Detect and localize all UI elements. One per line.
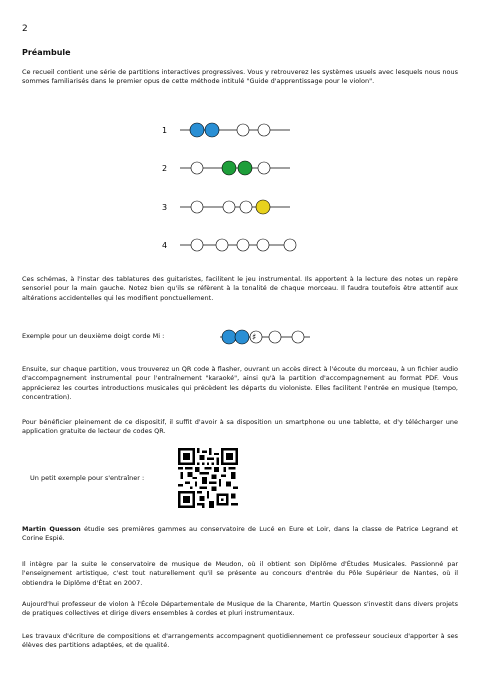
preamble-title: Préambule <box>22 48 71 57</box>
example-diagram <box>220 330 310 344</box>
author-name: Martin Quesson <box>22 525 81 533</box>
diagram-3-circle-3 <box>240 201 252 213</box>
bio-paragraph-1 <box>22 525 458 544</box>
diagram-4-circle-5 <box>284 239 296 251</box>
qr-label: Un petit exemple pour s'entraîner : <box>30 474 145 482</box>
example-circle-1 <box>222 330 236 344</box>
diagram-4-circle-2 <box>216 239 228 251</box>
bio-paragraph-4: Les travaux d'écriture de compositions et d'arrangements accompagnent quotidiennement ce professeur soucieux d'apporter à ses élèves des partitions adaptées, et de qualité. <box>22 632 458 650</box>
diagram-1-circle-1 <box>190 123 204 137</box>
diagram-3-circle-4 <box>256 200 270 214</box>
diagram-4-circle-3 <box>237 239 249 251</box>
example-circle-4 <box>269 331 281 343</box>
diagram-1-circle-4 <box>258 124 270 136</box>
bio-paragraph-2: Il intègre par la suite le conservatoire de musique de Meudon, où il obtient son Diplôme d'Études Musicales. Passionné par l'enseignement artistique, c'est tout naturellement qu'il se présente au concours d'entrée du Pôle Supérieur de Nantes, où il obtiendra le Diplôme d'État en 2007. <box>22 560 458 587</box>
diagram-4-circle-4 <box>257 239 269 251</box>
bio-paragraph-1-text: étudie ses premières gammes au conservatoire de Lucé en Eure et Loir, dans la classe de Patrice Legrand et Corine Espié. <box>22 525 458 543</box>
schemas-paragraph: Ces schémas, à l'instar des tablatures des guitaristes, facilitent le jeu instrumental. Ils apportent à la lecture des notes un repère sensoriel pour la main gauche. Notez bien qu'ils se réfèrent à la tonalité de chaque morceau. Il faudra toutefois être attentif aux altérations accidentelles qui les modifient ponctuellement. <box>22 275 458 302</box>
qr-paragraph: Ensuite, sur chaque partition, vous trouverez un QR code à flasher, ouvrant un accès direct à l'écoute du morceau, à un fichier audio d'accompagnement instrumental pour l'entraînement "karaoké", ainsi qu'à la partition d'accompagnement au format PDF. Vous apprécierez les courtes introductions musicales qui précèdent les départs du violoniste. Elles facilitent l'entrée en musique (tempo, concentration). <box>22 365 458 401</box>
diagram-1-circle-3 <box>237 124 249 136</box>
bio-paragraph-3: Aujourd'hui professeur de violon à l'École Départementale de Musique de la Charente, Martin Quesson s'investit dans divers projets de pratiques collectives et dirige divers ensembles à cordes et pluri instrumentaux. <box>22 600 458 618</box>
sharp-sign: ♯ <box>252 333 257 343</box>
diagram-3-circle-2 <box>223 201 235 213</box>
diagram-label-3: 3 <box>162 203 168 212</box>
diagram-label-4: 4 <box>162 241 168 250</box>
diagram-2-circle-1 <box>191 162 203 174</box>
diagram-label-2: 2 <box>162 164 168 173</box>
example-label: Exemple pour un deuxième doigt corde Mi : <box>22 332 165 340</box>
diagram-2-circle-2 <box>222 161 236 175</box>
diagram-label-1: 1 <box>162 126 168 135</box>
intro-paragraph: Ce recueil contient une série de partitions interactives progressives. Vous y retrouverez les systèmes usuels avec lesquels nous nous sommes familiarisés dans le premier opus de cette méthode intitulé "Guide d'apprentissage pour le violon". <box>22 68 458 86</box>
diagram-3-circle-1 <box>191 201 203 213</box>
qr-code[interactable] <box>178 448 238 508</box>
example-circle-2 <box>235 330 249 344</box>
diagram-2-circle-3 <box>238 161 252 175</box>
device-paragraph: Pour bénéficier pleinement de ce dispositif, il suffit d'avoir à sa disposition un smartphone ou une tablette, et d'y télécharger une application gratuite de lecteur de codes QR. <box>22 418 458 436</box>
example-circle-5 <box>292 331 304 343</box>
diagram-4-circle-1 <box>191 239 203 251</box>
diagram-2-circle-4 <box>258 162 270 174</box>
page-number: 2 <box>22 24 28 34</box>
diagram-1-circle-2 <box>205 123 219 137</box>
